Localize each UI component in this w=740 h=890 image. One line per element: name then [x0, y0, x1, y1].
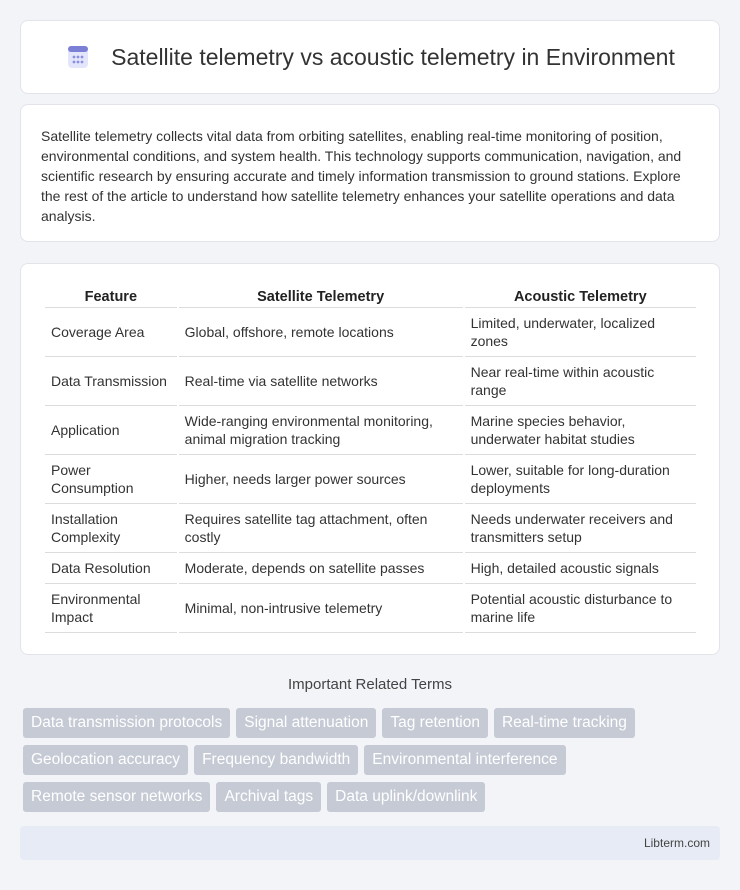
related-terms-heading: Important Related Terms: [288, 676, 452, 693]
tag-row: [23, 782, 723, 812]
satellite-cell: Real-time via satellite networks: [179, 357, 463, 406]
related-term-tag[interactable]: Tag retention: [382, 708, 488, 738]
satellite-cell: Minimal, non-intrusive telemetry: [179, 584, 463, 633]
acoustic-cell: High, detailed acoustic signals: [465, 553, 696, 584]
acoustic-cell: Limited, underwater, localized zones: [465, 308, 696, 357]
table-row: [45, 504, 696, 553]
intro-paragraph: Satellite telemetry collects vital data from orbiting satellites, enabling real-time monitoring of position, environmental conditions, and system health. This technology supports communication, navigation, and scientific research by ensuring accurate and timely information transmission to ground stations. Explore the rest of the article to understand how satellite telemetry enhances your satellite operations and data analysis.: [41, 128, 682, 224]
table-row: [45, 584, 696, 633]
comparison-table: [43, 282, 698, 633]
related-term-tag[interactable]: Archival tags: [216, 782, 321, 812]
satellite-cell: Moderate, depends on satellite passes: [179, 553, 463, 584]
feature-cell: Installation Complexity: [45, 504, 177, 553]
acoustic-cell: Lower, suitable for long-duration deployments: [465, 455, 696, 504]
table-header-row: [45, 282, 696, 308]
feature-cell: Application: [45, 406, 177, 455]
footer-site-link[interactable]: Libterm.com: [643, 836, 710, 850]
feature-cell: Coverage Area: [45, 308, 177, 357]
related-term-tag[interactable]: Real-time tracking: [494, 708, 635, 738]
acoustic-cell: Marine species behavior, underwater habitat studies: [465, 406, 696, 455]
footer: [20, 826, 720, 860]
intro-card: [20, 104, 720, 242]
related-term-tag[interactable]: Remote sensor networks: [23, 782, 210, 812]
tag-row: [23, 745, 723, 775]
acoustic-cell: Near real-time within acoustic range: [465, 357, 696, 406]
acoustic-cell: Potential acoustic disturbance to marine life: [465, 584, 696, 633]
related-term-tag[interactable]: Geolocation accuracy: [23, 745, 188, 775]
document-icon: [65, 44, 91, 70]
related-term-tag[interactable]: Signal attenuation: [236, 708, 376, 738]
related-term-tag[interactable]: Data uplink/downlink: [327, 782, 485, 812]
page-title: Satellite telemetry vs acoustic telemetry in Environment: [111, 43, 675, 70]
feature-cell: Environmental Impact: [45, 584, 177, 633]
feature-cell: Power Consumption: [45, 455, 177, 504]
related-term-tag[interactable]: Frequency bandwidth: [194, 745, 358, 775]
satellite-cell: Higher, needs larger power sources: [179, 455, 463, 504]
table-row: [45, 406, 696, 455]
satellite-cell: Global, offshore, remote locations: [179, 308, 463, 357]
table-row: [45, 308, 696, 357]
feature-cell: Data Resolution: [45, 553, 177, 584]
satellite-cell: Requires satellite tag attachment, often costly: [179, 504, 463, 553]
table-row: [45, 455, 696, 504]
tag-row: [23, 708, 723, 738]
title-card: [20, 20, 720, 94]
table-row: [45, 357, 696, 406]
column-header-feature: Feature: [45, 282, 177, 308]
column-header-acoustic: Acoustic Telemetry: [465, 282, 696, 308]
acoustic-cell: Needs underwater receivers and transmitters setup: [465, 504, 696, 553]
satellite-cell: Wide-ranging environmental monitoring, animal migration tracking: [179, 406, 463, 455]
related-terms: [23, 708, 723, 819]
related-term-tag[interactable]: Data transmission protocols: [23, 708, 230, 738]
table-row: [45, 553, 696, 584]
feature-cell: Data Transmission: [45, 357, 177, 406]
comparison-card: [20, 263, 720, 655]
related-term-tag[interactable]: Environmental interference: [364, 745, 565, 775]
column-header-satellite: Satellite Telemetry: [179, 282, 463, 308]
